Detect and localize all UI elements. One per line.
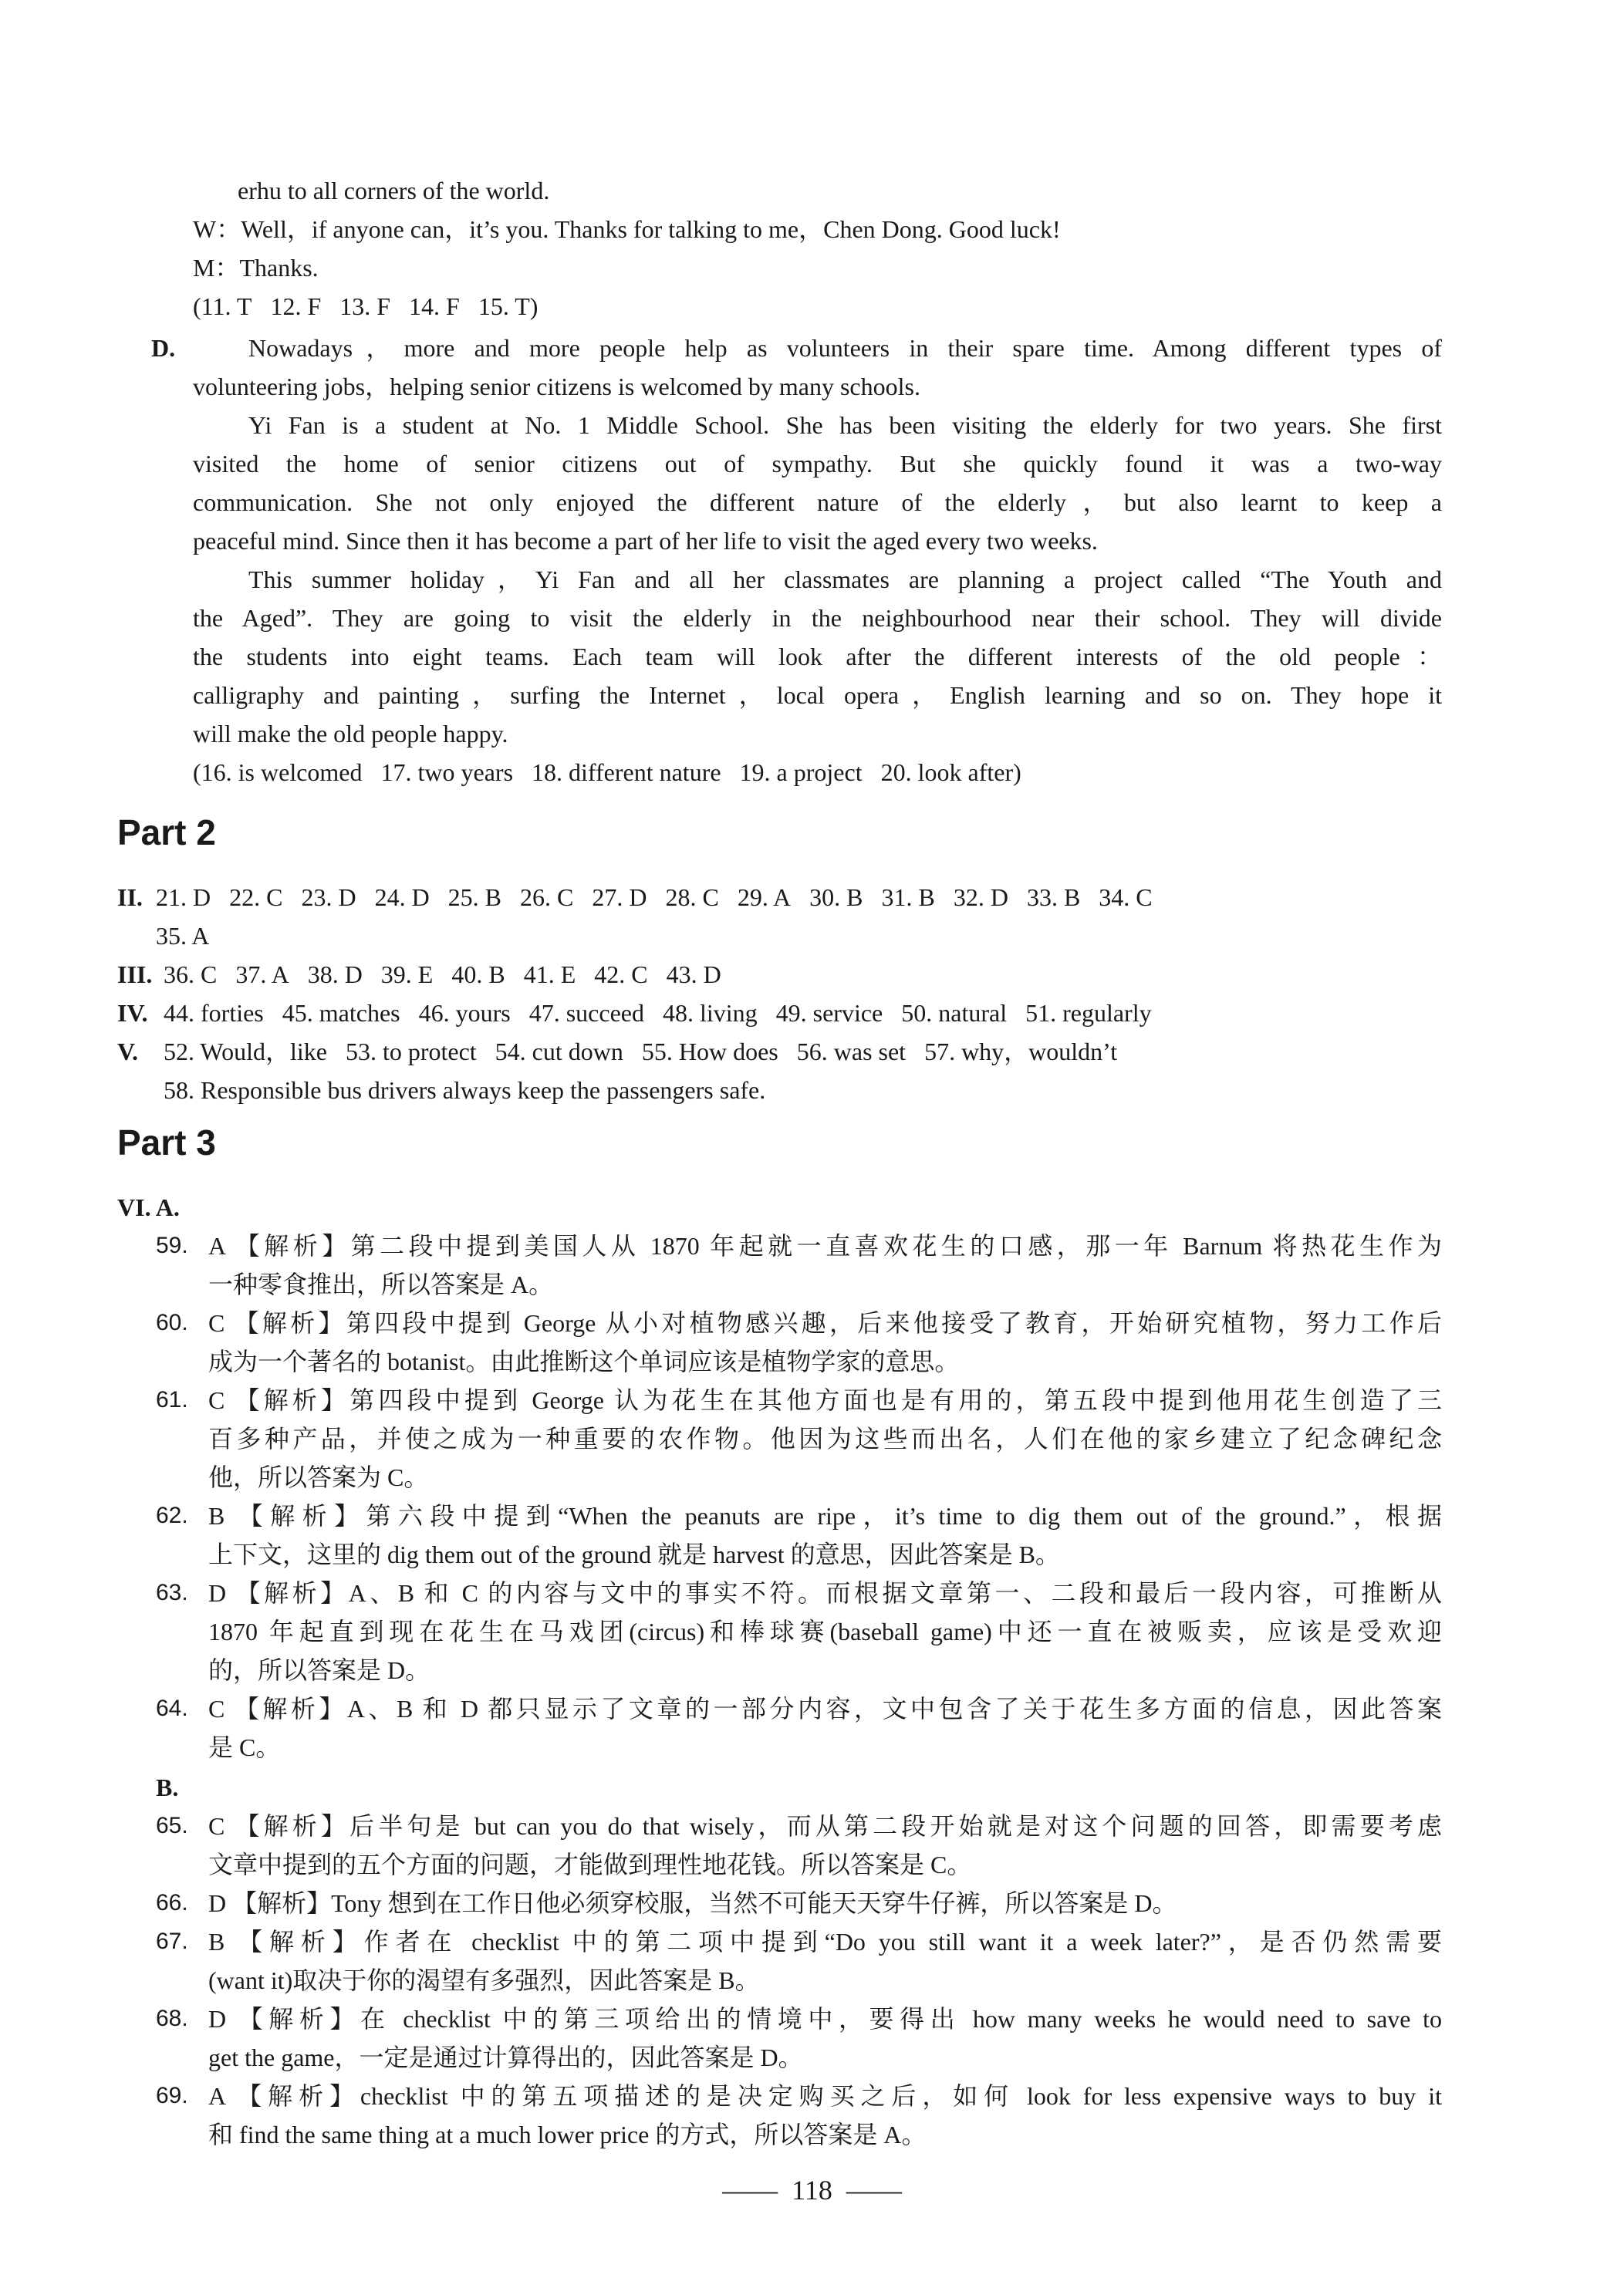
explanation-line: C 【解析】A、B 和 D 都只显示了文章的一部分内容，文中包含了关于花生多方面的信息，因此答案 — [208, 1695, 1442, 1723]
passage-line: volunteering jobs，helping senior citizens is welcomed by many schools. — [193, 373, 920, 400]
dialogue-line: M：Thanks. — [193, 254, 319, 282]
explanation-line: (want it)取决于你的渴望有多强烈，因此答案是 B。 — [208, 1966, 760, 1994]
answer-key-line: 35. A — [156, 922, 210, 950]
dialogue-line: W：Well，if anyone can，it’s you. Thanks for talking to me，Chen Dong. Good luck! — [193, 215, 1061, 243]
explanation-line: 一种零食推出，所以答案是 A。 — [208, 1271, 554, 1298]
explanation-line: 百多种产品，并使之成为一种重要的农作物。他因为这些而出名，人们在他的家乡建立了纪念碑纪念 — [208, 1425, 1442, 1453]
passage-line: peaceful mind. Since then it has become a part of her life to visit the aged every two weeks. — [193, 527, 1098, 555]
answer-key-line: (11. T 12. F 13. F 14. F 15. T) — [193, 292, 539, 320]
explanation-line: 上下文，这里的 dig them out of the ground 就是 harvest 的意思，因此答案是 B。 — [208, 1541, 1060, 1568]
question-group-label: III. — [117, 960, 153, 988]
passage-line: calligraphy and painting，surfing the Internet，local opera，English learning and so on. They hope it — [193, 681, 1442, 709]
question-number: 63. — [156, 1580, 188, 1605]
section-label: D. — [151, 334, 176, 362]
explanation-line: 文章中提到的五个方面的问题，才能做到理性地花钱。所以答案是 C。 — [208, 1851, 972, 1878]
answer-key-line: (16. is welcomed 17. two years 18. different nature 19. a project 20. look after) — [193, 758, 1021, 786]
explanation-line: D 【解析】Tony 想到在工作日他必须穿校服，当然不可能天天穿牛仔裤，所以答案是 D。 — [208, 1889, 1177, 1917]
answer-key-line: 36. C 37. A 38. D 39. E 40. B 41. E 42. C 43. D — [164, 960, 721, 988]
question-number: 64. — [156, 1696, 188, 1721]
passage-line: the students into eight teams. Each team will look after the different interests of the old people： — [193, 643, 1442, 670]
answer-key-line: 21. D 22. C 23. D 24. D 25. B 26. C 27. D 28. C 29. A 30. B 31. B 32. D 33. B 34. C — [156, 883, 1153, 911]
explanation-line: B 【解析】第六段中提到“When the peanuts are ripe，it’s time to dig them out of the ground.”，根据 — [208, 1502, 1442, 1530]
question-group-label: IV. — [117, 999, 148, 1027]
explanation-line: get the game，一定是通过计算得出的，因此答案是 D。 — [208, 2044, 803, 2071]
explanation-line: C 【解析】后半句是 but can you do that wisely，而从第二段开始就是对这个问题的回答，即需要考虑 — [208, 1812, 1442, 1840]
explanation-line: 的，所以答案是 D。 — [208, 1656, 430, 1684]
question-number: 67. — [156, 1929, 188, 1954]
answer-key-line: 52. Would，like 53. to protect 54. cut down 55. How does 56. was set 57. why，wouldn’t — [164, 1038, 1118, 1065]
passage-line: This summer holiday，Yi Fan and all her classmates are planning a project called “The Youth and — [248, 565, 1442, 593]
explanation-line: 1870 年起直到现在花生在马戏团(circus)和棒球赛(baseball game)中还一直在被贩卖，应该是受欢迎 — [208, 1618, 1442, 1645]
explanation-line: D 【解析】在 checklist 中的第三项给出的情境中，要得出 how many weeks he would need to save to — [208, 2005, 1442, 2033]
passage-line: communication. She not only enjoyed the different nature of the elderly，but also learnt to keep a — [193, 488, 1442, 516]
question-number: 60. — [156, 1310, 188, 1335]
explanation-line: 是 C。 — [208, 1733, 281, 1761]
question-group-label: V. — [117, 1038, 138, 1065]
answer-key-line: 58. Responsible bus drivers always keep the passengers safe. — [164, 1076, 766, 1104]
explanation-line: C 【解析】第四段中提到 George 从小对植物感兴趣，后来他接受了教育，开始研究植物，努力工作后 — [208, 1309, 1442, 1337]
passage-line: the Aged”. They are going to visit the elderly in the neighbourhood near their school. They will divide — [193, 604, 1442, 632]
passage-line: Nowadays，more and more people help as volunteers in their spare time. Among different types of — [248, 334, 1442, 362]
part-heading: Part 3 — [117, 1122, 216, 1163]
page-number: —— 118 —— — [722, 2175, 902, 2206]
explanation-line: A 【解析】checklist 中的第五项描述的是决定购买之后，如何 look for less expensive ways to buy it — [208, 2082, 1442, 2110]
question-number: 69. — [156, 2083, 188, 2108]
explanation-line: A 【解析】第二段中提到美国人从 1870 年起就一直喜欢花生的口感，那一年 Barnum 将热花生作为 — [208, 1232, 1442, 1260]
answer-key-line: 44. forties 45. matches 46. yours 47. succeed 48. living 49. service 50. natural 51. regularly — [164, 999, 1152, 1027]
explanation-line: B 【解析】作者在 checklist 中的第二项中提到“Do you still want it a week later?”，是否仍然需要 — [208, 1928, 1442, 1956]
explanation-line: C 【解析】第四段中提到 George 认为花生在其他方面也是有用的，第五段中提到他用花生创造了三 — [208, 1386, 1442, 1414]
question-group-label: II. — [117, 883, 143, 911]
explanation-line: D 【解析】A、B 和 C 的内容与文中的事实不符。而根据文章第一、二段和最后一段内容，可推断从 — [208, 1579, 1442, 1607]
question-number: 65. — [156, 1813, 188, 1838]
explanation-line: 成为一个著名的 botanist。由此推断这个单词应该是植物学家的意思。 — [208, 1348, 960, 1375]
explanation-line: 和 find the same thing at a much lower price 的方式，所以答案是 A。 — [208, 2121, 927, 2148]
dialogue-line: erhu to all corners of the world. — [238, 177, 550, 204]
question-number: 61. — [156, 1387, 188, 1413]
explanation-line: 他，所以答案为 C。 — [208, 1463, 429, 1491]
question-number: 66. — [156, 1890, 188, 1915]
question-number: 68. — [156, 2006, 188, 2031]
passage-line: Yi Fan is a student at No. 1 Middle School. She has been visiting the elderly for two years. She first — [248, 411, 1442, 439]
question-group-label: VI. A. — [117, 1193, 180, 1221]
question-number: 62. — [156, 1503, 188, 1528]
passage-line: will make the old people happy. — [193, 720, 508, 748]
part-heading: Part 2 — [117, 812, 216, 852]
passage-line: visited the home of senior citizens out of sympathy. But she quickly found it was a two-way — [193, 450, 1442, 478]
question-number: 59. — [156, 1233, 188, 1258]
question-group-label: B. — [156, 1774, 179, 1801]
